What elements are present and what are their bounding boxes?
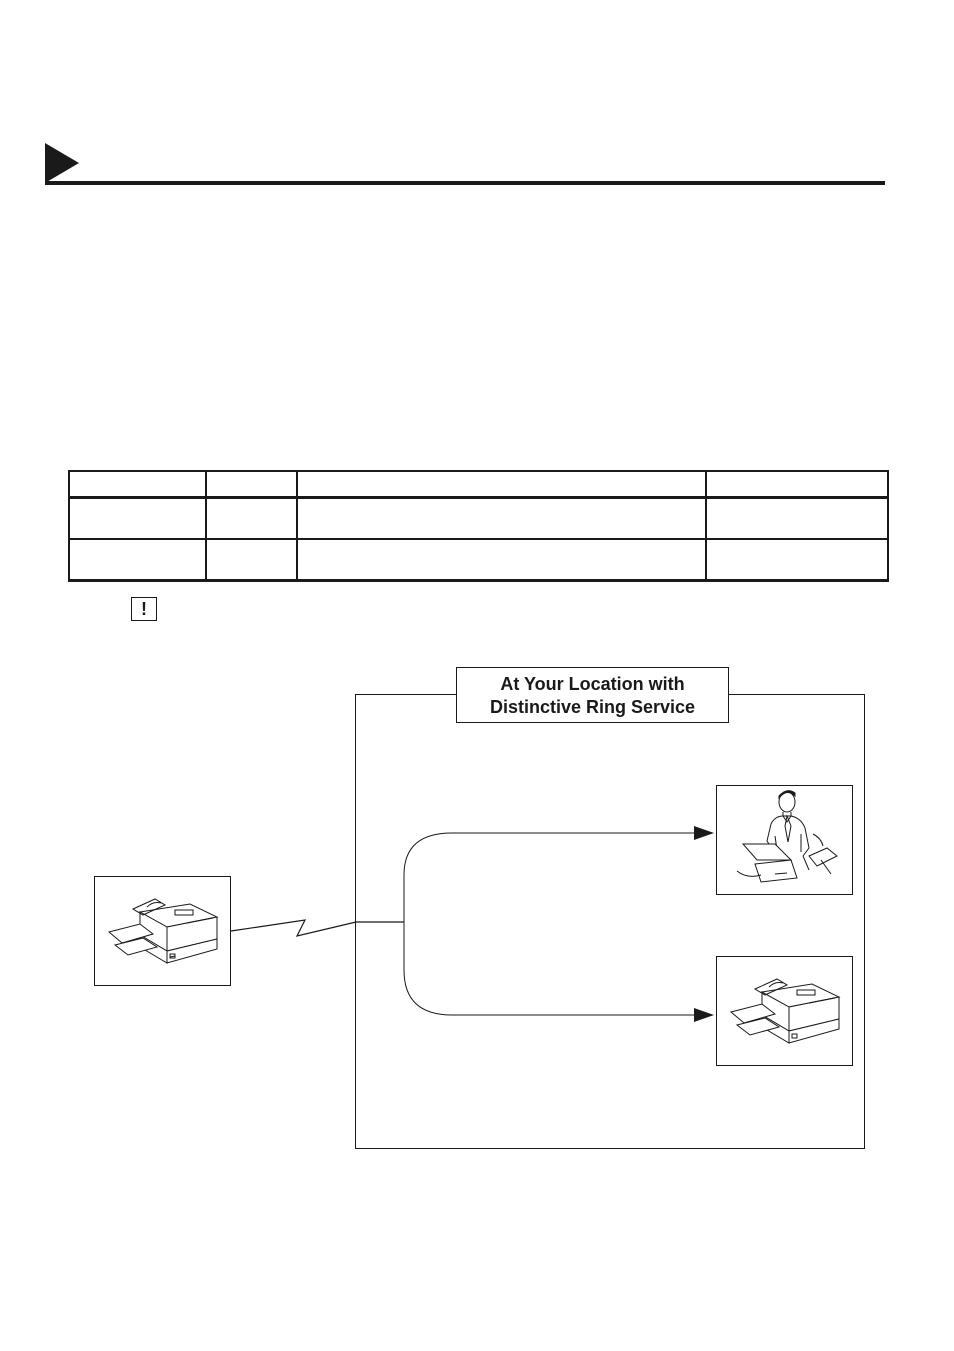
location-label-line2: Distinctive Ring Service [489, 697, 696, 717]
table-row [69, 498, 888, 540]
table-row [69, 539, 888, 581]
fax-machine-icon [717, 957, 852, 1065]
table-cell [297, 498, 706, 540]
sender-fax-frame [94, 876, 231, 986]
note-icon: ! [131, 597, 157, 621]
phone-line-zigzag [231, 920, 356, 936]
table-header-cell [706, 471, 888, 498]
table-cell [706, 539, 888, 581]
receiver-fax-frame [716, 956, 853, 1066]
person-frame [716, 785, 853, 895]
table-header-row [69, 471, 888, 498]
section-arrow-icon [45, 143, 79, 183]
location-label-line1: At Your Location with [500, 674, 685, 694]
location-label [456, 667, 729, 723]
table-cell [69, 539, 206, 581]
settings-table [68, 470, 889, 582]
location-box [355, 694, 865, 1149]
table-header-cell [206, 471, 297, 498]
table-cell [206, 498, 297, 540]
table-header-cell [69, 471, 206, 498]
table-header-cell [297, 471, 706, 498]
person-at-desk-icon [717, 786, 852, 894]
table-cell [297, 539, 706, 581]
table-cell [206, 539, 297, 581]
header-rule [45, 181, 885, 185]
fax-machine-icon [95, 877, 230, 985]
table-cell [706, 498, 888, 540]
table-cell [69, 498, 206, 540]
